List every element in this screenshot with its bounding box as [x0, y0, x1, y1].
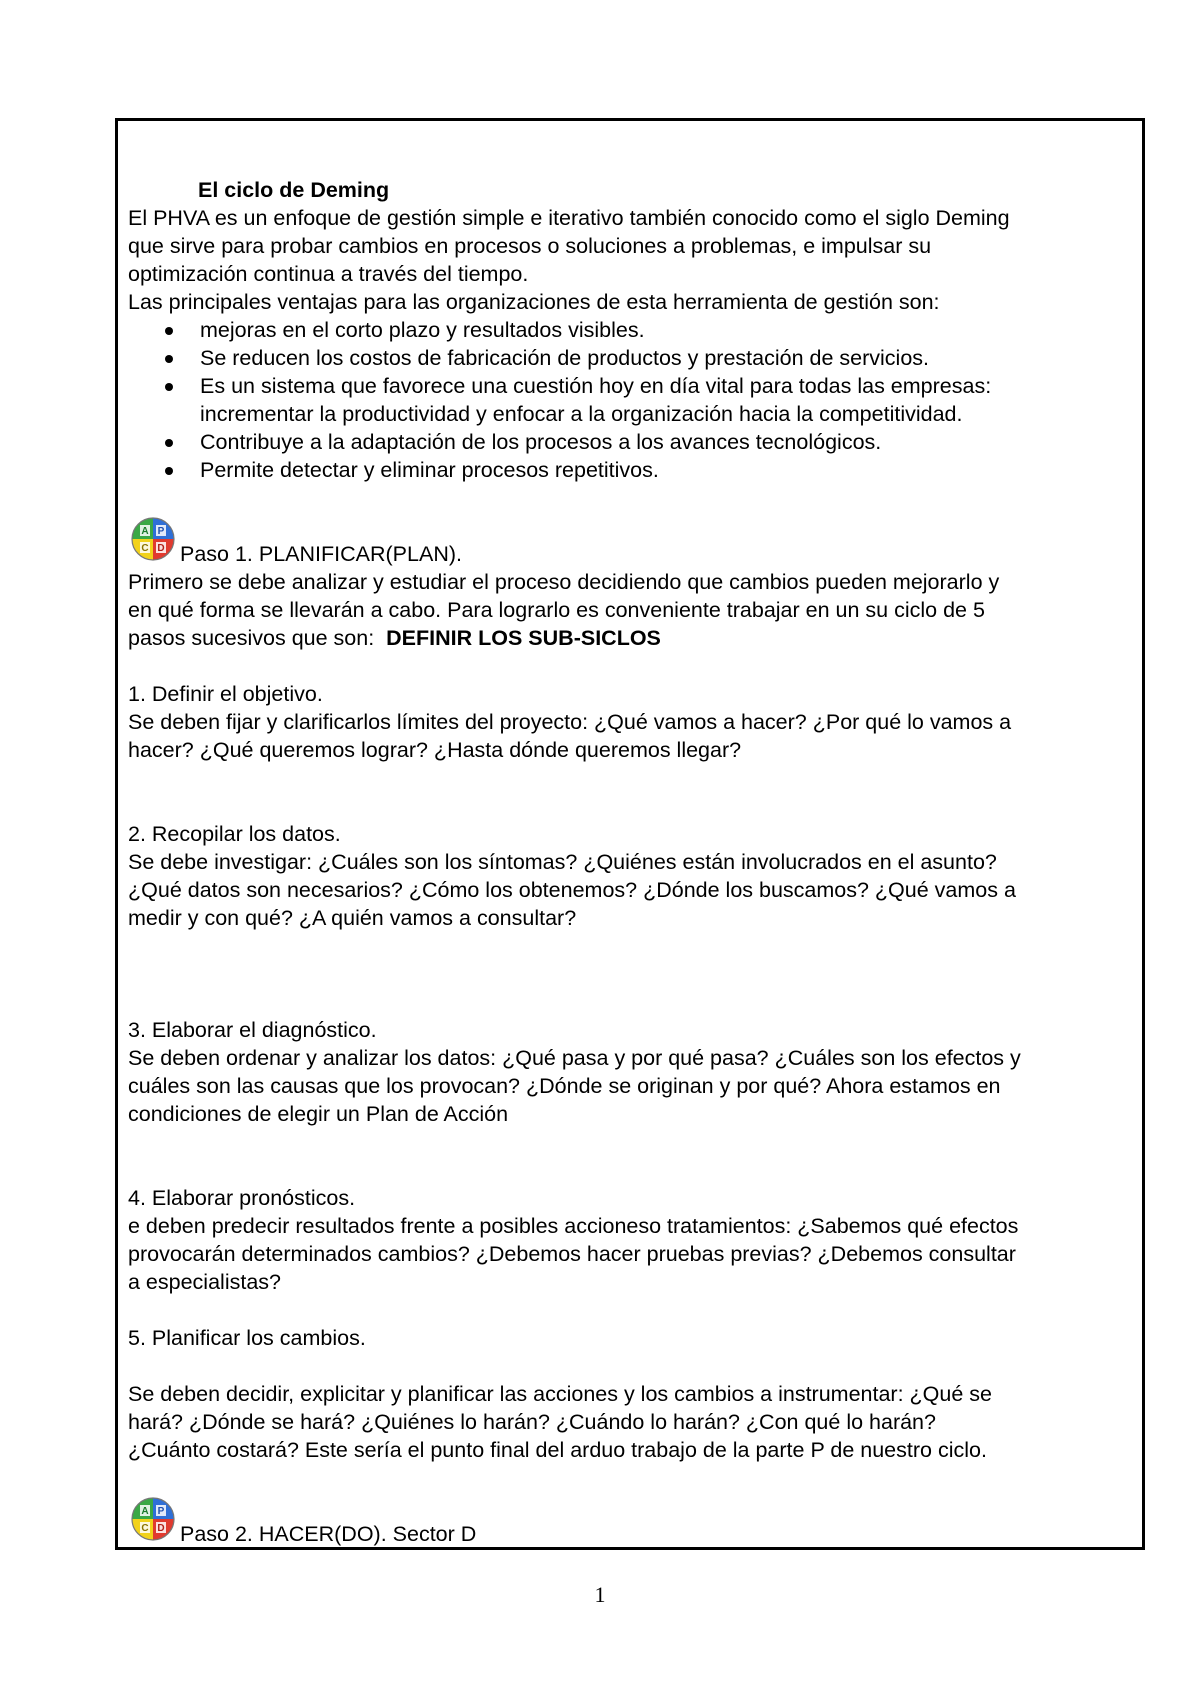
list-item: Permite detectar y eliminar procesos repetitivos.: [128, 456, 1138, 484]
step1-line: pasos sucesivos que son: DEFINIR LOS SUB-SICLOS: [128, 626, 661, 650]
svg-text:P: P: [157, 526, 165, 537]
substep-title: 5. Planificar los cambios.: [128, 1326, 366, 1350]
substep-line: provocarán determinados cambios? ¿Debemos hacer pruebas previas? ¿Debemos consultar: [128, 1242, 1016, 1266]
document-title: El ciclo de Deming: [198, 178, 390, 202]
svg-text:D: D: [157, 1523, 165, 1534]
list-item: Contribuye a la adaptación de los procesos a los avances tecnológicos.: [128, 428, 1138, 456]
bullet-icon: [165, 327, 173, 335]
substep-line: Se debe investigar: ¿Cuáles son los síntomas? ¿Quiénes están involucrados en el asunto?: [128, 850, 997, 874]
intro-line: El PHVA es un enfoque de gestión simple e iterativo también conocido como el siglo Deming: [128, 206, 1010, 230]
substep-line: e deben predecir resultados frente a posibles accioneso tratamientos: ¿Sabemos qué efectos: [128, 1214, 1019, 1238]
svg-text:C: C: [141, 543, 149, 554]
step1-line: en qué forma se llevarán a cabo. Para lograrlo es conveniente trabajar en un su ciclo de 5: [128, 598, 985, 622]
svg-text:A: A: [141, 526, 149, 537]
list-item: Se reducen los costos de fabricación de productos y prestación de servicios.: [128, 344, 1138, 372]
substep-line: hará? ¿Dónde se hará? ¿Quiénes lo harán? ¿Cuándo lo harán? ¿Con qué lo harán?: [128, 1410, 936, 1434]
substep-line: cuáles son las causas que los provocan? ¿Dónde se originan y por qué? Ahora estamos en: [128, 1074, 1001, 1098]
subcycles-heading: DEFINIR LOS SUB-SICLOS: [386, 626, 661, 650]
substep-line: Se deben ordenar y analizar los datos: ¿Qué pasa y por qué pasa? ¿Cuáles son los efectos y: [128, 1046, 1021, 1070]
substep-title: 4. Elaborar pronósticos.: [128, 1186, 356, 1210]
svg-text:P: P: [157, 1506, 165, 1517]
bullet-icon: [165, 355, 173, 363]
svg-text:C: C: [141, 1523, 149, 1534]
intro-line: Las principales ventajas para las organizaciones de esta herramienta de gestión son:: [128, 290, 940, 314]
substep-line: condiciones de elegir un Plan de Acción: [128, 1102, 509, 1126]
list-item: Es un sistema que favorece una cuestión hoy en día vital para todas las empresas: incrementar la productividad y enfocar a la organización hacia la competitividad.: [128, 372, 1138, 428]
substep-line: medir y con qué? ¿A quién vamos a consultar?: [128, 906, 577, 930]
bullet-icon: [165, 383, 173, 391]
substep-line: Se deben decidir, explicitar y planificar las acciones y los cambios a instrumentar: ¿Qué se: [128, 1382, 992, 1406]
document-body: [128, 176, 1138, 1548]
substep-line: Se deben fijar y clarificarlos límites del proyecto: ¿Qué vamos a hacer? ¿Por qué lo vamos a: [128, 710, 1012, 734]
substep-title: 1. Definir el objetivo.: [128, 682, 323, 706]
pdca-cycle-icon: [128, 1494, 178, 1544]
substep-title: 3. Elaborar el diagnóstico.: [128, 1018, 377, 1042]
intro-line: que sirve para probar cambios en procesos o soluciones a problemas, e impulsar su: [128, 234, 932, 258]
list-item: mejoras en el corto plazo y resultados visibles.: [128, 316, 1138, 344]
intro-line: optimización continua a través del tiempo.: [128, 262, 529, 286]
svg-text:D: D: [157, 543, 165, 554]
substep-title: 2. Recopilar los datos.: [128, 822, 341, 846]
substep-line: ¿Qué datos son necesarios? ¿Cómo los obtenemos? ¿Dónde los buscamos? ¿Qué vamos a: [128, 878, 1016, 902]
advantages-list: [128, 316, 1138, 484]
bullet-icon: [165, 439, 173, 447]
bullet-icon: [165, 467, 173, 475]
substep-line: ¿Cuánto costará? Este sería el punto final del arduo trabajo de la parte P de nuestro ciclo.: [128, 1438, 987, 1462]
step2-heading: A P C D Paso 2. HACER(DO). Sector D: [128, 1520, 1138, 1548]
step1-heading: A P C D Paso 1. PLANIFICAR(PLAN).: [128, 540, 1138, 568]
page-number: 1: [594, 1582, 606, 1607]
substep-line: hacer? ¿Qué queremos lograr? ¿Hasta dónde queremos llegar?: [128, 738, 742, 762]
step1-line: Primero se debe analizar y estudiar el proceso decidiendo que cambios pueden mejorarlo y: [128, 570, 1000, 594]
pdca-cycle-icon: [128, 514, 178, 564]
substep-line: a especialistas?: [128, 1270, 281, 1294]
svg-text:A: A: [141, 1506, 149, 1517]
